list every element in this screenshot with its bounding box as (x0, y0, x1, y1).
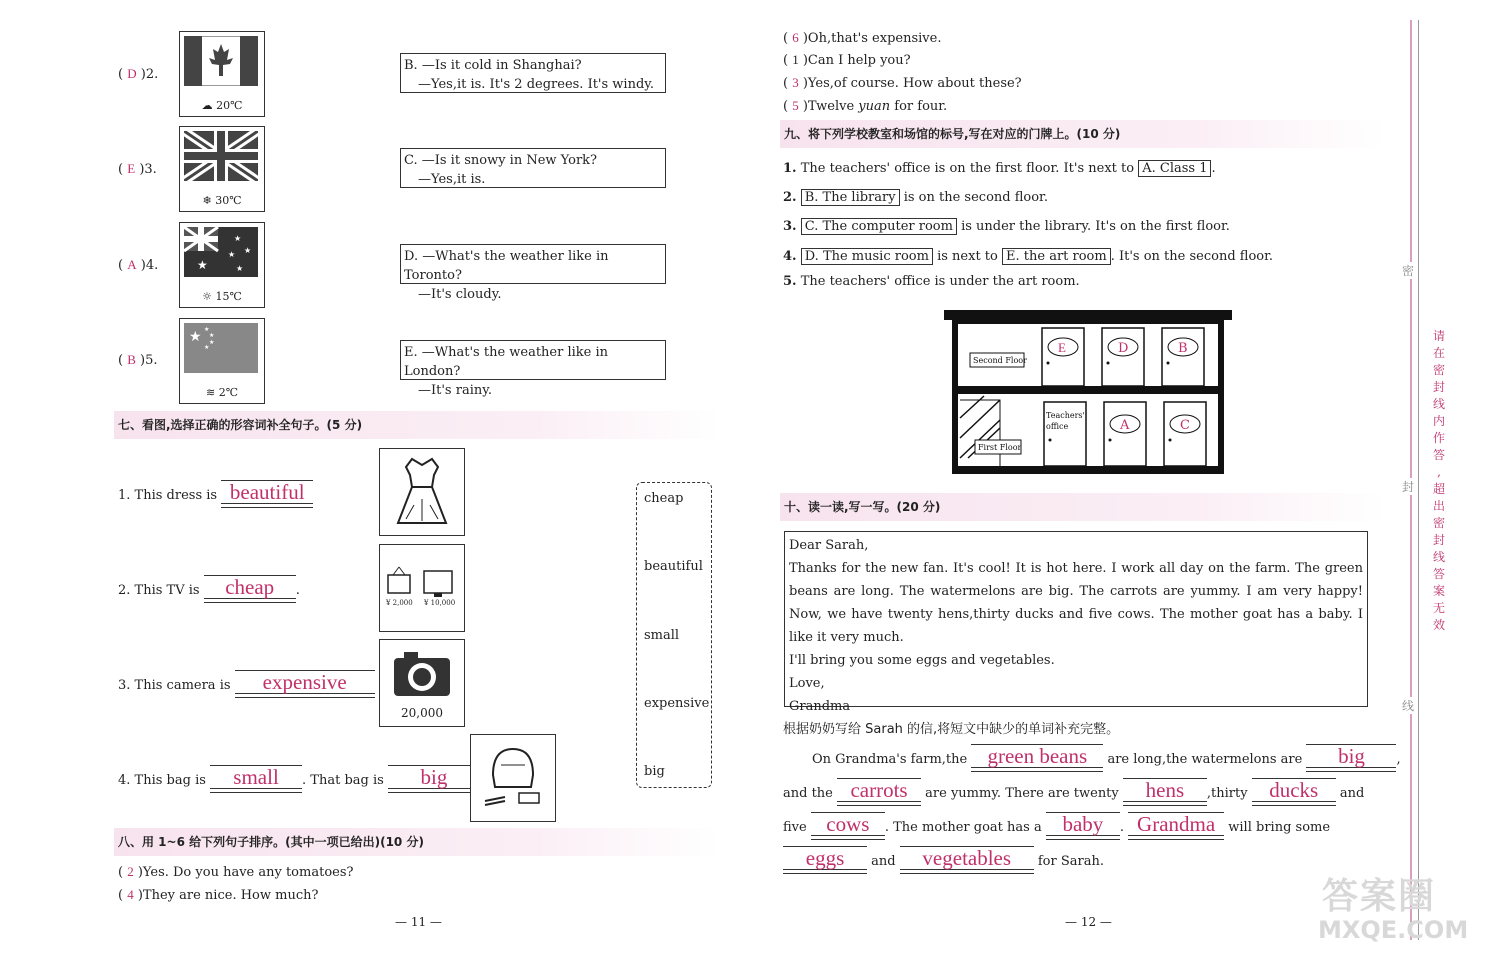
s9-line-5: 5. The teachers' office is under the art room. (783, 274, 1080, 289)
bank-word-big: big (644, 764, 665, 779)
s10-instruction: 根据奶奶写给 Sarah 的信,将短文中缺少的单词补充完整。 (783, 722, 1120, 737)
tv-picture (379, 544, 465, 632)
margin-note-char: 超 (1432, 482, 1445, 496)
answer-cheap: cheap (225, 575, 275, 599)
page-number-12: — 12 — (1065, 915, 1112, 929)
svg-text:Second Floor: Second Floor (973, 356, 1027, 365)
s8-item: ( 3 )Yes,of course. How about these? (783, 75, 1022, 91)
s10-line-1: On Grandma's farm,the green beans are long,the watermelons are big , (812, 744, 1401, 768)
option-b: B. —Is it cold in Shanghai? —Yes,it is. It's 2 degrees. It's windy. (400, 53, 666, 93)
margin-note-char: 无 (1432, 601, 1445, 615)
label-music-room: D. The music room (801, 248, 933, 265)
margin-mark-1: 密 (1402, 264, 1415, 278)
margin-note-char: 答 (1432, 448, 1445, 462)
door-label-c: C (1180, 418, 1190, 433)
margin-note-char: 请 (1432, 329, 1445, 343)
word-bank (636, 482, 712, 788)
answer-expensive: expensive (262, 670, 347, 694)
s10-line-4: eggs and vegetables for Sarah. (783, 848, 1104, 870)
bank-word-beautiful: beautiful (644, 559, 703, 574)
svg-text:★: ★ (197, 258, 208, 272)
dress-picture (379, 448, 465, 536)
answer-small: small (233, 765, 279, 789)
flag-card-china: ★ ★ ★ ★ ★ ≋ 2℃ (179, 318, 265, 404)
tv-icon (380, 545, 464, 631)
svg-text:Teachers': Teachers' (1046, 411, 1085, 420)
svg-text:★: ★ (204, 344, 210, 351)
svg-text:★: ★ (189, 329, 202, 345)
uk-flag-icon (184, 131, 258, 181)
s9-line-3: 3. C. The computer room is under the library. It's on the first floor. (783, 219, 1230, 234)
margin-note-char: 密 (1432, 363, 1445, 377)
grandma-letter: Dear Sarah, Thanks for the new fan. It's cool! It is hot here. I work all day on the farm. The green beans are long. The watermelons are big. The carrots are yummy. I am very happy! Now, we have twenty hens,thirty ducks and five cows. The mother goat has a baby. I like it very much. I'll bring you some eggs and vegetables. Love, Grandma (784, 531, 1368, 707)
margin-mark-2: 封 (1402, 480, 1415, 494)
flag-card-canada: ☁ 20℃ (179, 31, 265, 117)
answer-big: big (420, 765, 448, 789)
page-number-11: — 11 — (395, 915, 442, 929)
s9-line-4: 4. D. The music room is next to E. the art room . It's on the second floor. (783, 249, 1274, 264)
s9-line-2: 2. B. The library is on the second floor. (783, 190, 1048, 205)
label-art-room: E. the art room (1002, 248, 1111, 265)
margin-note-char: 线 (1432, 550, 1445, 564)
svg-text:¥ 10,000: ¥ 10,000 (424, 599, 456, 607)
s10-line-2: and the carrots are yummy. There are twenty hens ,thirty ducks and (783, 778, 1365, 802)
wind-icon: ≋ (205, 386, 216, 399)
bag-picture (470, 734, 556, 822)
australia-flag-icon (184, 227, 258, 277)
canada-flag-icon (184, 36, 258, 86)
s8-item: ( 2 )Yes. Do you have any tomatoes? (118, 864, 354, 880)
svg-text:★: ★ (209, 339, 215, 346)
flag-card-australia: ★ ★ ★ ★ ★ ☼ 15℃ (179, 222, 265, 308)
svg-text:★: ★ (209, 332, 215, 339)
svg-text:¥ 2,000: ¥ 2,000 (386, 599, 413, 607)
seal-line-dashed (1418, 20, 1419, 940)
bank-word-small: small (644, 628, 680, 643)
door-label-e: E (1058, 340, 1066, 355)
svg-text:First Floor: First Floor (978, 443, 1022, 452)
label-computer-room: C. The computer room (801, 218, 957, 235)
svg-text:★: ★ (228, 250, 236, 259)
camera-picture (379, 639, 465, 727)
s10-line-3: five cows . The mother goat has a baby . Grandma will bring some (783, 812, 1331, 836)
svg-text:★: ★ (234, 234, 242, 243)
margin-note-char: , (1437, 465, 1441, 479)
s8-item: ( 6 )Oh,that's expensive. (783, 30, 942, 46)
camera-icon (380, 640, 464, 706)
margin-note (1432, 328, 1446, 634)
section-9-title: 九、将下列学校教室和场馆的标号,写在对应的门牌上。(10 分) (780, 120, 1384, 148)
snow-cloud-icon: ❄ (202, 194, 212, 207)
answer-2: D (127, 66, 137, 81)
watermark-logo: 答案圈 (1322, 876, 1437, 917)
bag-icon (471, 735, 555, 821)
margin-note-char: 案 (1432, 584, 1445, 598)
s8-item: ( 1 )Can I help you? (783, 52, 911, 68)
option-c: C. —Is it snowy in New York? —Yes,it is. (400, 148, 666, 188)
section-10-title: 十、读一读,写一写。(20 分) (780, 493, 1384, 521)
margin-note-char: 密 (1432, 516, 1445, 530)
camera-price: 20,000 (401, 706, 443, 720)
china-flag-icon (184, 323, 258, 373)
svg-text:★: ★ (204, 326, 210, 333)
answer-beautiful: beautiful (229, 480, 305, 504)
bank-word-cheap: cheap (644, 491, 684, 506)
margin-note-char: 封 (1432, 380, 1445, 394)
sun-icon: ☼ (202, 290, 213, 303)
bank-word-expensive: expensive (644, 696, 710, 711)
dress-icon (380, 449, 464, 535)
s7-question-2: 2. This TV is cheap . (118, 575, 300, 599)
s7-question-1: 1. This dress is beautiful (118, 482, 313, 504)
s7-question-4: 4. This bag is small . That bag is big (118, 767, 484, 789)
door-label-b: B (1178, 341, 1188, 356)
margin-note-char: 线 (1432, 397, 1445, 411)
s8-item: ( 5 )Twelve yuan for four. (783, 98, 948, 114)
svg-text:★: ★ (244, 246, 252, 255)
margin-note-char: 效 (1432, 618, 1445, 632)
s7-question-3: 3. This camera is expensive (118, 672, 375, 694)
section-8-title: 八、用 1~6 给下列句子排序。(其中一项已给出)(10 分) (114, 828, 720, 856)
watermark-url: MXQE.COM (1318, 916, 1469, 944)
s9-line-1: 1. The teachers' office is on the first floor. It's next to A. Class 1 . (783, 161, 1216, 176)
label-library: B. The library (801, 189, 900, 206)
margin-note-char: 在 (1432, 346, 1445, 360)
s8-item: ( 4 )They are nice. How much? (118, 887, 319, 903)
school-building-diagram (940, 308, 1236, 476)
door-label-a: A (1120, 418, 1130, 433)
margin-note-char: 封 (1432, 533, 1445, 547)
cloud-icon: ☁ (201, 99, 213, 112)
margin-mark-3: 线 (1402, 699, 1415, 713)
section-7-title: 七、看图,选择正确的形容词补全句子。(5 分) (114, 411, 720, 439)
door-label-d: D (1118, 341, 1129, 356)
margin-note-char: 作 (1432, 431, 1445, 445)
option-e: E. —What's the weather like in London? —It's rainy. (400, 340, 666, 380)
flag-card-uk: ❄ 30℃ (179, 126, 265, 212)
option-d: D. —What's the weather like in Toronto? —It's cloudy. (400, 244, 666, 284)
svg-text:office: office (1046, 422, 1069, 431)
margin-note-char: 出 (1432, 499, 1445, 513)
margin-note-char: 答 (1432, 567, 1445, 581)
margin-note-char: 内 (1432, 414, 1445, 428)
svg-text:★: ★ (236, 264, 244, 273)
label-class-1: A. Class 1 (1138, 160, 1211, 177)
